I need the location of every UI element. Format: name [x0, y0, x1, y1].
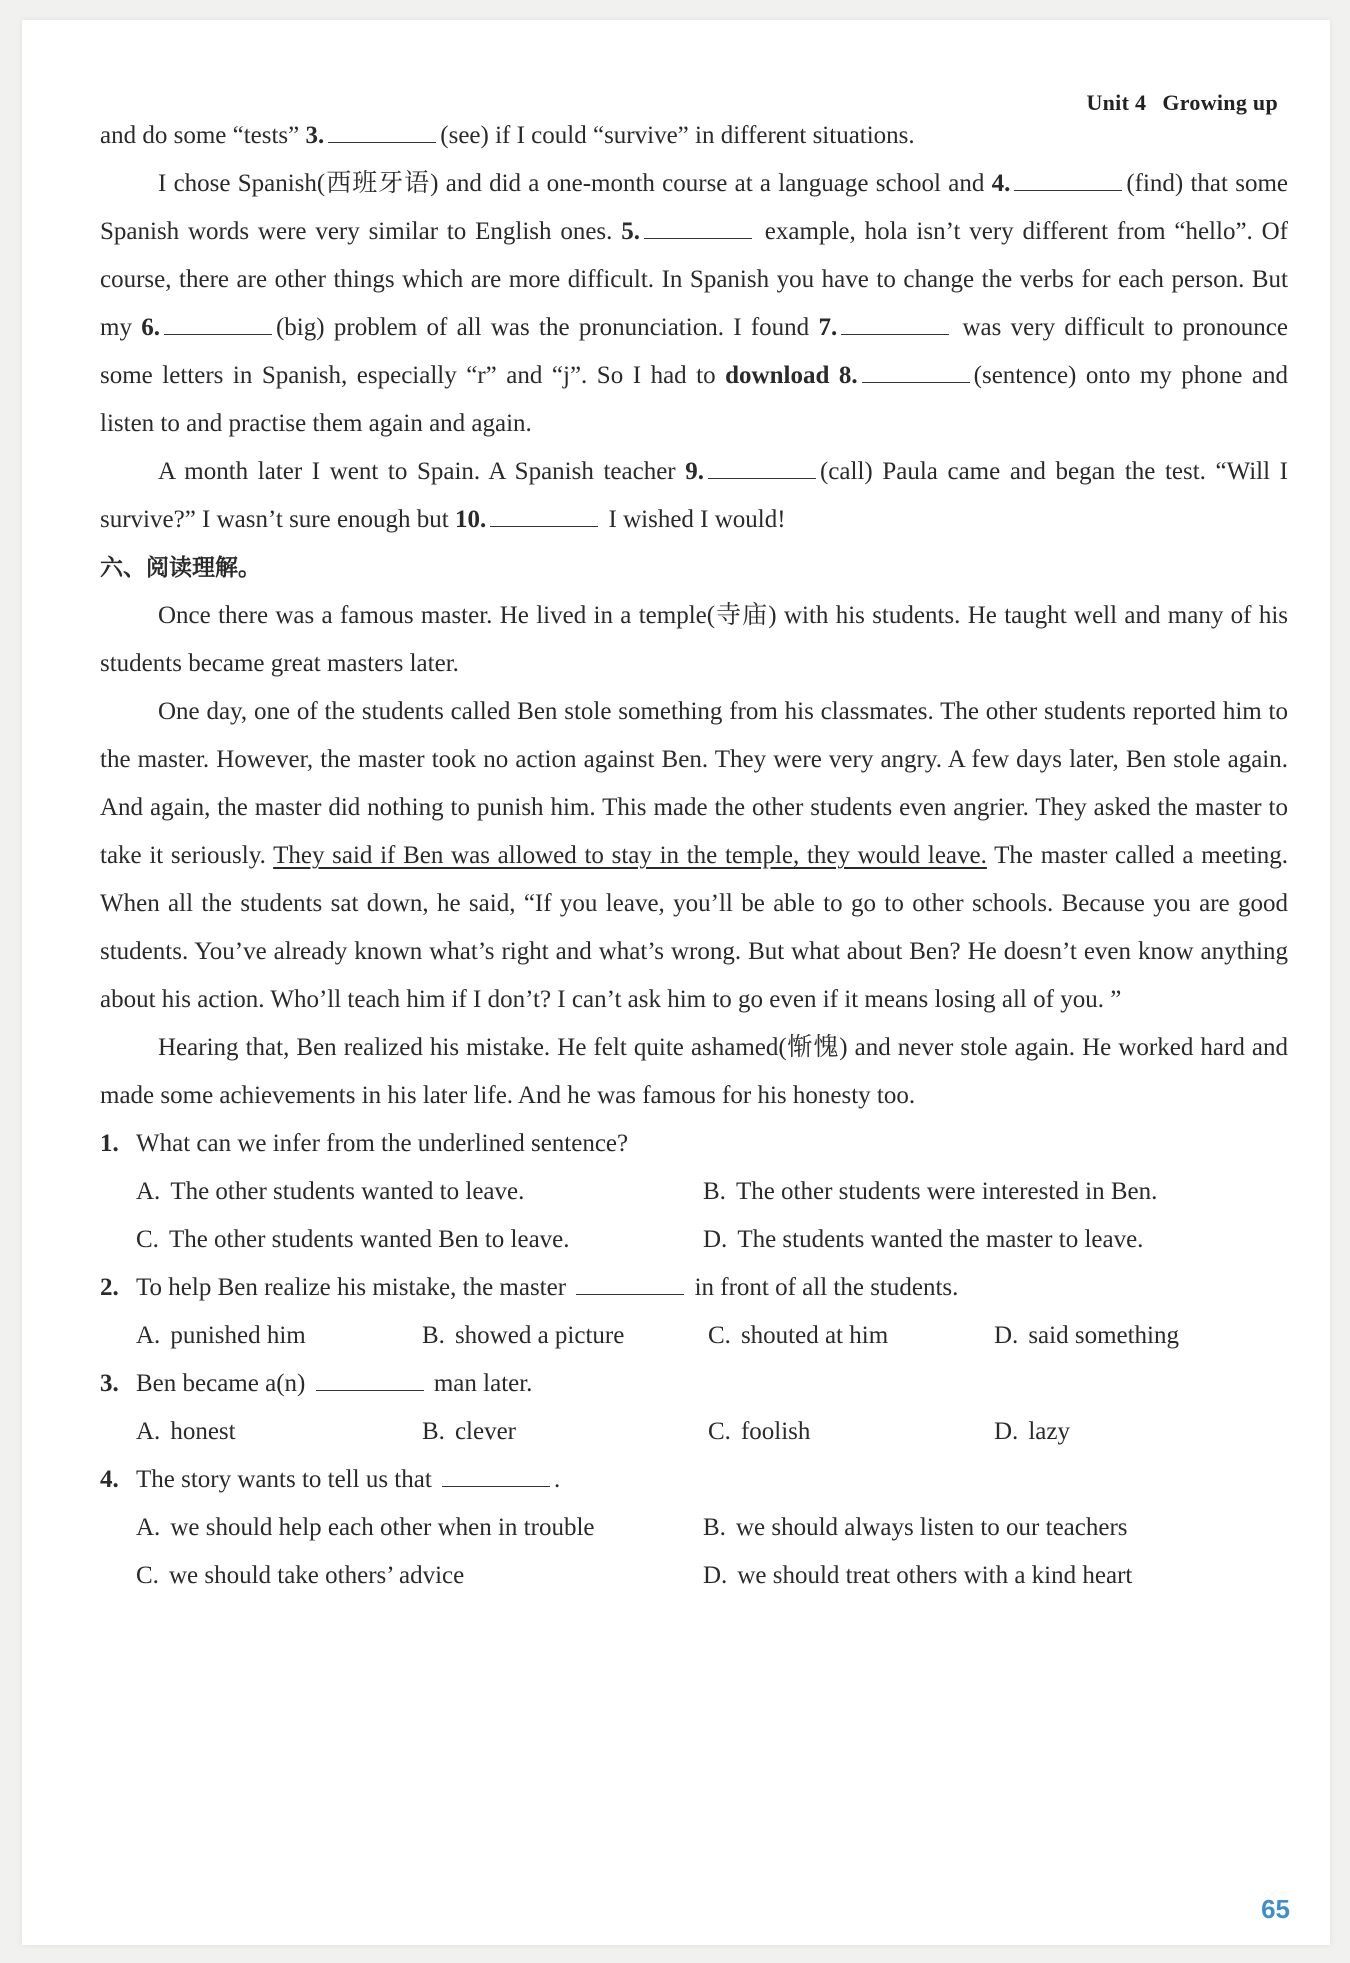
- cloze-text: A month later I went to Spain. A Spanish teacher: [158, 458, 686, 485]
- option-b[interactable]: [422, 1408, 708, 1456]
- option-text: we should treat others with a kind heart: [737, 1562, 1133, 1589]
- options: [136, 1408, 1288, 1456]
- unit-title: Growing up: [1162, 90, 1278, 115]
- cloze-text: (find) that some Spanish words were very similar to English ones.: [100, 170, 1288, 245]
- option-text: The other students wanted to leave.: [170, 1178, 525, 1205]
- option-text: we should help each other when in trouble: [170, 1514, 595, 1541]
- question-stem: [100, 1264, 1288, 1312]
- options: [136, 1312, 1288, 1360]
- cloze-text: (see) if I could “survive” in different situations.: [440, 122, 915, 149]
- option-letter: D.: [703, 1562, 728, 1589]
- question-number: 1.: [100, 1130, 119, 1157]
- answer-blank[interactable]: [316, 1389, 424, 1391]
- blank-number-7: 7.: [818, 314, 838, 341]
- answer-blank[interactable]: [576, 1293, 684, 1295]
- cloze-line-1: [100, 112, 1288, 160]
- stem-part: The story wants to tell us that: [136, 1466, 439, 1493]
- option-letter: C.: [708, 1418, 731, 1445]
- option-d[interactable]: [703, 1216, 1288, 1264]
- option-b[interactable]: [703, 1168, 1288, 1216]
- stem-part: Ben became a(n): [136, 1370, 312, 1397]
- passage-paragraph-2: [100, 688, 1288, 1024]
- option-c[interactable]: [136, 1216, 703, 1264]
- question-stem: [100, 1360, 1288, 1408]
- option-b[interactable]: [703, 1504, 1288, 1552]
- answer-blank-6[interactable]: [164, 333, 272, 335]
- answer-blank-10[interactable]: [490, 525, 598, 527]
- answer-blank[interactable]: [442, 1485, 550, 1487]
- question-text: [136, 1264, 958, 1312]
- question-number: 2.: [100, 1274, 119, 1301]
- options: [136, 1504, 1288, 1600]
- option-d[interactable]: [994, 1408, 1288, 1456]
- option-d[interactable]: [994, 1312, 1288, 1360]
- blank-number-5: 5.: [621, 218, 640, 245]
- cloze-text: was very difficult to pronounce some letters in Spanish, especially “r” and “j”. So I had to: [100, 314, 1288, 389]
- blank-number-9: 9.: [685, 458, 704, 485]
- option-letter: B.: [703, 1178, 726, 1205]
- section-title: 六、阅读理解。: [100, 555, 261, 581]
- option-a[interactable]: [136, 1408, 422, 1456]
- cloze-text: I wished I would!: [602, 506, 786, 533]
- unit-label: Unit 4: [1086, 90, 1147, 115]
- option-text: we should take others’ advice: [168, 1562, 465, 1589]
- option-letter: A.: [136, 1322, 161, 1349]
- option-letter: D.: [703, 1226, 728, 1253]
- passage-text: The master called a meeting. When all the students sat down, he said, “If you leave, you’ll be able to go to other schools. Because you are good students. You’ve already known what’s right and what’s wrong. But what about Ben? He doesn’t even know anything about his action. Who’ll teach him if I don’t? I can’t ask him to go even if it means losing all of you. ”: [100, 842, 1288, 1013]
- option-letter: B.: [422, 1322, 445, 1349]
- question-text: [136, 1360, 532, 1408]
- option-letter: B.: [422, 1418, 445, 1445]
- option-text: The students wanted the master to leave.: [737, 1226, 1144, 1253]
- options: [136, 1168, 1288, 1264]
- option-c[interactable]: [708, 1312, 994, 1360]
- cloze-text: I chose Spanish(西班牙语) and did a one-month course at a language school and: [158, 170, 992, 197]
- blank-number-3: 3.: [305, 122, 325, 149]
- page-content: [100, 112, 1288, 1600]
- option-letter: C.: [136, 1562, 159, 1589]
- cloze-text: (call) Paula came and began the test. “Will I survive?” I wasn’t sure enough but: [100, 458, 1288, 533]
- question-stem: [100, 1120, 1288, 1168]
- question-text: [136, 1456, 560, 1504]
- option-text: showed a picture: [454, 1322, 625, 1349]
- option-b[interactable]: [422, 1312, 708, 1360]
- underlined-sentence: They said if Ben was allowed to stay in the temple, they would leave.: [273, 842, 987, 869]
- option-letter: A.: [136, 1514, 161, 1541]
- stem-part: man later.: [427, 1370, 533, 1397]
- option-text: said something: [1028, 1322, 1179, 1349]
- stem-part: .: [554, 1466, 561, 1493]
- cloze-text: (big) problem of all was the pronunciation. I found: [275, 314, 819, 341]
- option-text: The other students wanted Ben to leave.: [168, 1226, 570, 1253]
- option-letter: A.: [136, 1418, 161, 1445]
- answer-blank-9[interactable]: [708, 477, 816, 479]
- question-3: [100, 1360, 1288, 1456]
- question-text: What can we infer from the underlined sentence?: [136, 1130, 629, 1157]
- cloze-paragraph-2: [100, 160, 1288, 448]
- passage-paragraph-1: Once there was a famous master. He lived in a temple(寺庙) with his students. He taught well and many of his students became great masters later.: [100, 602, 1288, 677]
- question-2: [100, 1264, 1288, 1360]
- option-text: punished him: [170, 1322, 306, 1349]
- option-c[interactable]: [136, 1552, 703, 1600]
- cloze-paragraph-3: [100, 448, 1288, 544]
- option-letter: A.: [136, 1178, 161, 1205]
- answer-blank-8[interactable]: [862, 381, 970, 383]
- question-4: [100, 1456, 1288, 1600]
- answer-blank-3[interactable]: [328, 141, 436, 143]
- answer-blank-7[interactable]: [841, 333, 949, 335]
- question-stem: [100, 1456, 1288, 1504]
- passage-text: One day, one of the students called Ben stole something from his classmates. The other students reported him to the master. However, the master took no action against Ben. They were very angry. A few days later, Ben stole again. And again, the master did nothing to punish him. This made the other students even angrier. They asked the master to take it seriously.: [100, 698, 1288, 869]
- question-number: 3.: [100, 1370, 119, 1397]
- option-letter: B.: [703, 1514, 726, 1541]
- stem-part: To help Ben realize his mistake, the master: [136, 1274, 573, 1301]
- question-1: [100, 1120, 1288, 1264]
- blank-number-10: 10.: [455, 506, 487, 533]
- cloze-text: (sentence) onto my phone and listen to and practise them again and again.: [100, 362, 1289, 437]
- page-number: 65: [1261, 1894, 1290, 1924]
- option-text: we should always listen to our teachers: [735, 1514, 1128, 1541]
- blank-number-6: 6.: [141, 314, 160, 341]
- answer-blank-5[interactable]: [644, 237, 752, 239]
- blank-number-8: 8.: [838, 362, 858, 389]
- stem-part: in front of all the students.: [688, 1274, 959, 1301]
- option-a[interactable]: [136, 1504, 703, 1552]
- option-letter: D.: [994, 1418, 1019, 1445]
- option-letter: D.: [994, 1322, 1019, 1349]
- option-letter: C.: [708, 1322, 731, 1349]
- option-text: foolish: [740, 1418, 811, 1445]
- option-text: shouted at him: [740, 1322, 889, 1349]
- cloze-text: example, hola isn’t very different from “hello”. Of course, there are other things which are more difficult. In Spanish you have to change the verbs for each person. But my: [100, 218, 1288, 341]
- blank-number-4: 4.: [991, 170, 1011, 197]
- option-text: lazy: [1028, 1418, 1070, 1445]
- option-a[interactable]: [136, 1312, 422, 1360]
- option-a[interactable]: [136, 1168, 703, 1216]
- passage-paragraph-3: Hearing that, Ben realized his mistake. He felt quite ashamed(惭愧) and never stole again. He worked hard and made some achievements in his later life. And he was famous for his honesty too.: [100, 1034, 1288, 1109]
- cloze-text: and do some “tests”: [100, 122, 306, 149]
- question-number: 4.: [100, 1466, 119, 1493]
- bold-word-download: download: [725, 362, 830, 389]
- option-letter: C.: [136, 1226, 159, 1253]
- option-text: clever: [454, 1418, 516, 1445]
- answer-blank-4[interactable]: [1014, 189, 1122, 191]
- option-text: The other students were interested in Ben.: [735, 1178, 1158, 1205]
- option-c[interactable]: [708, 1408, 994, 1456]
- option-d[interactable]: [703, 1552, 1288, 1600]
- option-text: honest: [170, 1418, 236, 1445]
